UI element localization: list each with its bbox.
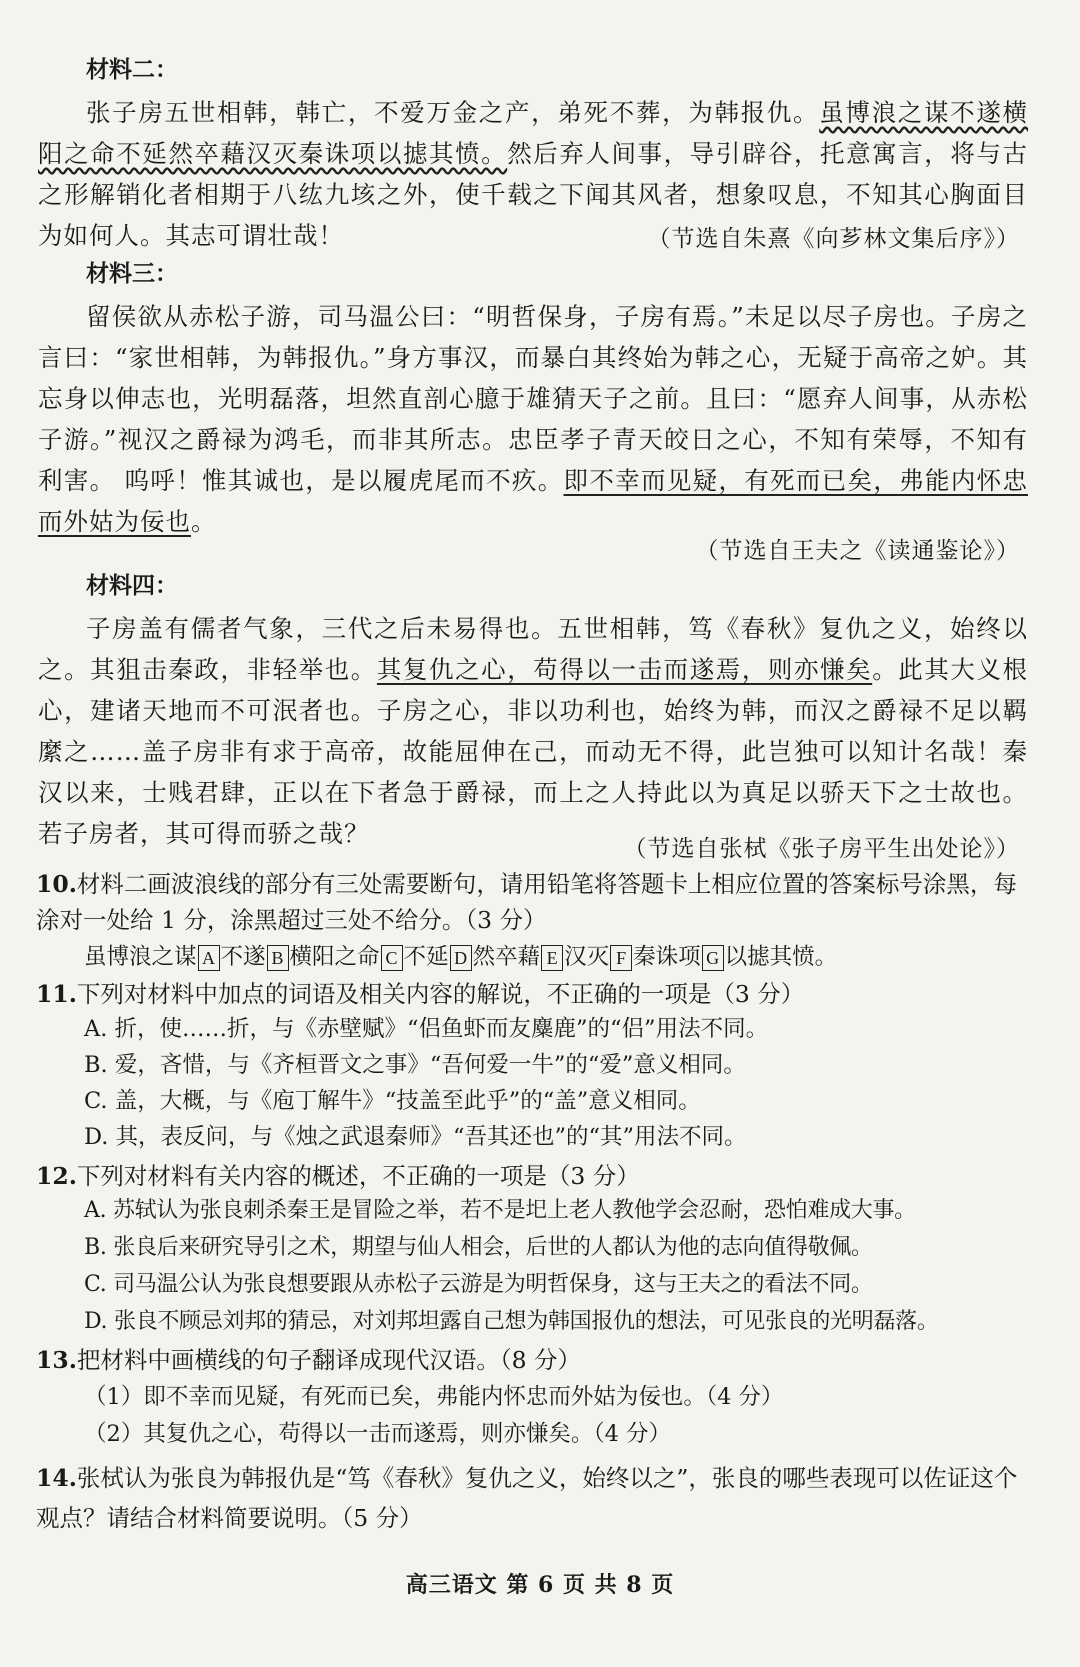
question-10 (36, 866, 1036, 938)
material-4-source: （节选自张栻《张子房平生出处论》） (623, 836, 1020, 862)
answer-box-e[interactable]: E (541, 945, 563, 971)
question-11-option-a: A. 折，使……折，与《赤壁赋》“侣鱼虾而友麋鹿”的“侣”用法不同。 (84, 1016, 769, 1042)
segment-text: 秦诛项 (633, 944, 701, 970)
material-4-text (38, 608, 1028, 854)
question-11-text: 下列对材料中加点的词语及相关内容的解说，不正确的一项是（3 分） (76, 980, 805, 1008)
segment-text: 不遂 (220, 944, 266, 970)
question-12-option-c: C. 司马温公认为张良想要跟从赤松子云游是为明哲保身，这与王夫之的看法不同。 (84, 1272, 873, 1297)
answer-box-f[interactable]: F (610, 945, 632, 971)
answer-box-g[interactable]: G (702, 945, 724, 971)
material-3-label: 材料三： (86, 260, 178, 287)
material-2-text-part: 然后弃人间事，导引辟谷，托意寓言，将与古之形解销化者相期于八纮九垓之外，使千载之下闻其风者，想象叹息，不知其心胸面目为如何人。其志可谓壮哉！ (38, 139, 1029, 250)
segment-text: 不延 (403, 944, 449, 970)
material-3-underlined-text: 即不幸而见疑，有死而已矣，弗能内怀忠而外姑为佞也 (38, 466, 1028, 536)
question-11-number: 11. (36, 980, 77, 1008)
question-12-number: 12. (36, 1162, 77, 1190)
question-13-text: 把材料中画横线的句子翻译成现代汉语。（8 分） (76, 1346, 582, 1374)
question-14-text: 张栻认为张良为韩报仇是“笃《春秋》复仇之义，始终以之”，张良的哪些表现可以佐证这个观点？请结合材料简要说明。（5 分） (36, 1464, 1018, 1532)
segment-text: 然卒藉 (472, 944, 541, 970)
question-12-text: 下列对材料有关内容的概述，不正确的一项是（3 分） (76, 1162, 640, 1190)
answer-box-b[interactable]: B (267, 945, 289, 971)
material-3-text-part: 留侯欲从赤松子游，司马温公曰：“明哲保身，子房有焉。”未足以尽子房也。子房之言曰：“家世相韩，为韩报仇。”身方事汉，而暴白其终始为韩之心，无疑于高帝之妒。其忘身以伸志也，光明磊落，坦然直剖心臆于雄猜天子之前。且曰：“愿弃人间事，从赤松子游。”视汉之爵禄为鸿毛，而非其所志。忠臣孝子青天皎日之心，不知有荣辱，不知有利害。 呜呼！惟其诚也，是以履虎尾而不疚。 (38, 302, 1028, 495)
question-14 (36, 1458, 1036, 1538)
material-2-source: （节选自朱熹《向芗林文集后序》） (647, 226, 1020, 252)
question-10-number: 10. (36, 870, 77, 898)
material-4 (38, 568, 1028, 854)
question-10-text: 材料二画波浪线的部分有三处需要断句，请用铅笔将答题卡上相应位置的答案标号涂黑，每涂对一处给 1 分，涂黑超过三处不给分。（3 分） (36, 870, 1017, 934)
material-3-source: （节选自王夫之《读通鉴论》） (695, 538, 1020, 564)
question-13-item-2: （2）其复仇之心，苟得以一击而遂焉，则亦慊矣。（4 分） (84, 1421, 672, 1447)
question-12 (36, 1158, 1036, 1194)
material-3-text-part: 。 (191, 507, 217, 536)
material-2-wavy-text: 虽博浪之谋不遂横阳之命不延然卒藉汉灭秦诛项以摅其愤。 (38, 98, 1029, 168)
material-4-underlined-text: 其复仇之心，苟得以一击而遂焉，则亦慊矣 (376, 655, 873, 684)
segment-text: 以摅其愤。 (724, 944, 838, 970)
answer-box-d[interactable]: D (450, 945, 472, 971)
segment-text: 汉灭 (564, 944, 610, 970)
question-13-item-1: （1）即不幸而见疑，有死而已矣，弗能内怀忠而外姑为佞也。（4 分） (84, 1384, 784, 1410)
material-4-label: 材料四： (86, 572, 178, 599)
question-11-option-d: D. 其，表反问，与《烛之武退秦师》“吾其还也”的“其”用法不同。 (84, 1124, 747, 1150)
question-10-segments (84, 940, 837, 974)
segment-text: 虽博浪之谋 (84, 944, 197, 970)
material-4-text-part: 子房盖有儒者气象，三代之后未易得也。五世相韩，笃《春秋》复仇之义，始终以之。其狙击秦政，非轻举也。 (38, 614, 1028, 684)
page-footer: 高三语文 第 6 页 共 8 页 (405, 1572, 675, 1598)
material-2-text-part: 张子房五世相韩，韩亡，不爱万金之产，弟死不葬，为韩报仇。 (86, 98, 820, 127)
segment-text: 横阳之命 (289, 944, 380, 970)
question-12-option-a: A. 苏轼认为张良刺杀秦王是冒险之举，若不是圯上老人教他学会忍耐，恐怕难成大事。 (84, 1198, 916, 1223)
material-3 (38, 256, 1028, 542)
question-11 (36, 976, 1036, 1012)
question-11-option-c: C. 盖，大概，与《庖丁解牛》“技盖至此乎”的“盖”意义相同。 (84, 1088, 701, 1114)
question-13 (36, 1342, 1036, 1378)
question-12-option-b: B. 张良后来研究导引之术，期望与仙人相会，后世的人都认为他的志向值得敬佩。 (84, 1235, 873, 1260)
material-3-text (38, 296, 1028, 542)
question-14-number: 14. (36, 1464, 77, 1492)
material-4-text-part: 。此其大义根心，建诸天地而不可泯者也。子房之心，非以功利也，始终为韩，而汉之爵禄不足以羁縻之……盖子房非有求于高帝，故能屈伸在己，而动无不得，此岂独可以知计名哉！秦汉以来，士贱君肆，正以在下者急于爵禄，而上之人持此以为真足以骄天下之士故也。若子房者，其可得而骄之哉？ (38, 655, 1029, 848)
material-2-label: 材料二： (86, 56, 178, 83)
answer-box-a[interactable]: A (198, 945, 220, 971)
question-11-option-b: B. 爱，吝惜，与《齐桓晋文之事》“吾何爱一牛”的“爱”意义相同。 (84, 1052, 746, 1078)
question-13-number: 13. (36, 1346, 77, 1374)
question-12-option-d: D. 张良不顾忌刘邦的猜忌，对刘邦坦露自己想为韩国报仇的想法，可见张良的光明磊落。 (84, 1309, 939, 1334)
answer-box-c[interactable]: C (381, 945, 403, 971)
